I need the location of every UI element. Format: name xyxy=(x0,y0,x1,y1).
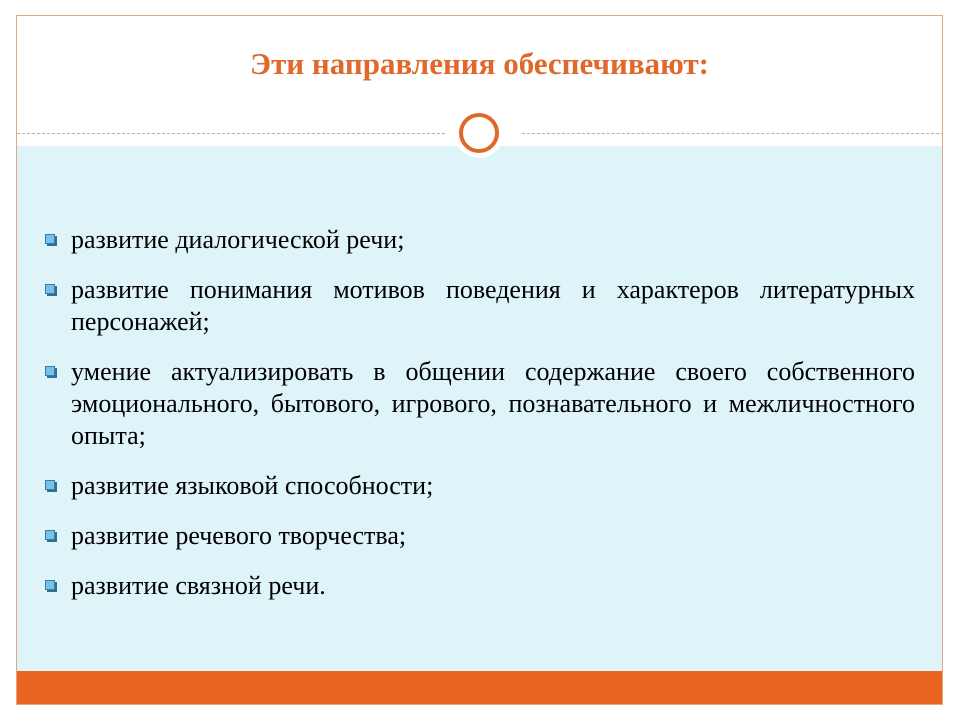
square-bullet-icon xyxy=(45,366,55,376)
list-item-text: развитие понимания мотивов поведения и характеров литературных персонажей; xyxy=(71,275,915,336)
divider-right xyxy=(522,133,943,135)
square-bullet-icon xyxy=(45,284,55,294)
circle-ornament-icon xyxy=(454,108,504,158)
list-item xyxy=(43,520,915,552)
bottom-accent-bar xyxy=(17,671,942,704)
divider-left xyxy=(17,133,445,135)
list-item xyxy=(43,274,915,338)
square-bullet-icon xyxy=(45,580,55,590)
square-bullet-icon xyxy=(45,234,55,244)
slide xyxy=(16,15,943,705)
square-bullet-icon xyxy=(45,480,55,490)
list-item xyxy=(43,224,915,256)
list-item xyxy=(43,570,915,602)
list-item-text: развитие языковой способности; xyxy=(71,471,434,500)
list-item-text: развитие диалогической речи; xyxy=(71,225,405,254)
list-item-text: развитие связной речи. xyxy=(71,571,326,600)
list-item-text: развитие речевого творчества; xyxy=(71,521,407,550)
bullet-list xyxy=(43,224,915,620)
list-item-text: умение актуализировать в общении содержание своего собственного эмоционального, бытового, игрового, познавательного и межличностного опыта; xyxy=(71,357,915,450)
list-item xyxy=(43,356,915,452)
circle-ornament-ring xyxy=(459,113,499,153)
square-bullet-icon xyxy=(45,530,55,540)
slide-title: Эти направления обеспечивают: xyxy=(250,46,709,81)
list-item xyxy=(43,470,915,502)
